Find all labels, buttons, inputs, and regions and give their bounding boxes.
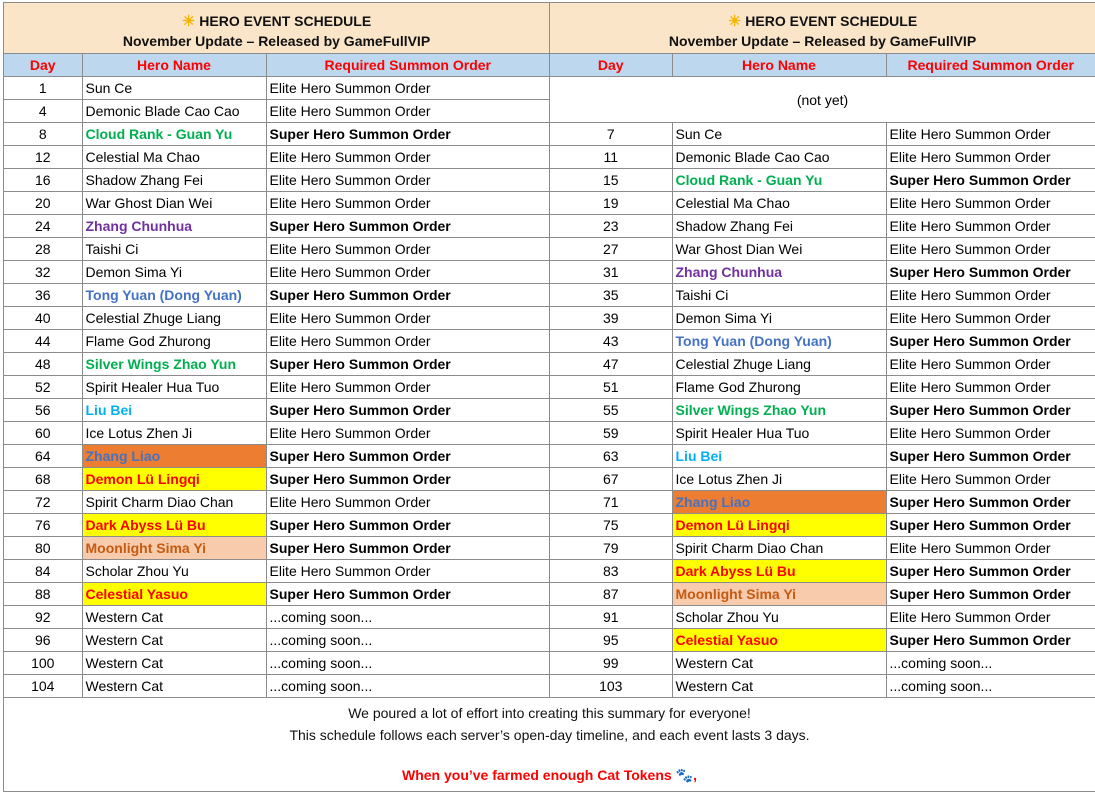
table-row xyxy=(550,445,1095,468)
hero-name-cell: Zhang Chunhua xyxy=(82,215,266,238)
day-cell: 44 xyxy=(4,330,82,353)
summon-order-cell: Super Hero Summon Order xyxy=(266,353,549,376)
table-row xyxy=(4,192,549,215)
day-cell: 20 xyxy=(4,192,82,215)
summon-order-cell: Super Hero Summon Order xyxy=(266,468,549,491)
table-row xyxy=(4,353,549,376)
summon-order-cell: Super Hero Summon Order xyxy=(886,445,1095,468)
summon-order-cell: Elite Hero Summon Order xyxy=(886,123,1095,146)
table-row xyxy=(550,123,1095,146)
hero-name-cell: Spirit Charm Diao Chan xyxy=(82,491,266,514)
table-row xyxy=(550,169,1095,192)
summon-order-cell: Elite Hero Summon Order xyxy=(886,537,1095,560)
hero-name-cell: Zhang Liao xyxy=(672,491,886,514)
day-cell: 31 xyxy=(550,261,672,284)
hero-name-cell: Sun Ce xyxy=(672,123,886,146)
day-cell: 92 xyxy=(4,606,82,629)
table-row xyxy=(4,675,549,698)
col-hero-name: Hero Name xyxy=(672,54,886,77)
hero-name-cell: Moonlight Sima Yi xyxy=(672,583,886,606)
not-yet-row xyxy=(550,77,1095,123)
table-row xyxy=(550,192,1095,215)
day-cell: 23 xyxy=(550,215,672,238)
hero-name-cell: Ice Lotus Zhen Ji xyxy=(672,468,886,491)
hero-name-cell: Shadow Zhang Fei xyxy=(82,169,266,192)
table-row xyxy=(4,652,549,675)
summon-order-cell: Elite Hero Summon Order xyxy=(886,146,1095,169)
summon-order-cell: Super Hero Summon Order xyxy=(266,583,549,606)
summon-order-cell: Super Hero Summon Order xyxy=(266,514,549,537)
right-header xyxy=(550,3,1095,54)
hero-name-cell: Celestial Yasuo xyxy=(82,583,266,606)
day-cell: 72 xyxy=(4,491,82,514)
col-hero-name: Hero Name xyxy=(82,54,266,77)
summon-order-cell: Elite Hero Summon Order xyxy=(266,560,549,583)
schedule-title: HERO EVENT SCHEDULE xyxy=(745,13,918,29)
summon-order-cell: Elite Hero Summon Order xyxy=(266,238,549,261)
summon-order-cell: Super Hero Summon Order xyxy=(886,399,1095,422)
summon-order-cell: Super Hero Summon Order xyxy=(266,399,549,422)
summon-order-cell: Elite Hero Summon Order xyxy=(266,491,549,514)
summon-order-cell: Elite Hero Summon Order xyxy=(266,376,549,399)
hero-name-cell: Demonic Blade Cao Cao xyxy=(672,146,886,169)
day-cell: 39 xyxy=(550,307,672,330)
summon-order-cell: ...coming soon... xyxy=(266,629,549,652)
left-schedule xyxy=(4,3,550,698)
schedule-title: HERO EVENT SCHEDULE xyxy=(199,13,372,29)
hero-name-cell: Silver Wings Zhao Yun xyxy=(672,399,886,422)
hero-name-cell: Demon Sima Yi xyxy=(82,261,266,284)
summon-order-cell: Super Hero Summon Order xyxy=(886,491,1095,514)
hero-name-cell: Tong Yuan (Dong Yuan) xyxy=(82,284,266,307)
summon-order-cell: Elite Hero Summon Order xyxy=(886,376,1095,399)
hero-name-cell: Sun Ce xyxy=(82,77,266,100)
day-cell: 51 xyxy=(550,376,672,399)
day-cell: 11 xyxy=(550,146,672,169)
hero-name-cell: Celestial Ma Chao xyxy=(672,192,886,215)
summon-order-cell: Super Hero Summon Order xyxy=(266,445,549,468)
summon-order-cell: Elite Hero Summon Order xyxy=(266,146,549,169)
table-row xyxy=(4,491,549,514)
summon-order-cell: Elite Hero Summon Order xyxy=(886,215,1095,238)
summon-order-cell: ...coming soon... xyxy=(266,652,549,675)
day-cell: 67 xyxy=(550,468,672,491)
table-row xyxy=(4,537,549,560)
day-cell: 104 xyxy=(4,675,82,698)
hero-name-cell: Western Cat xyxy=(82,606,266,629)
day-cell: 83 xyxy=(550,560,672,583)
table-row xyxy=(550,537,1095,560)
table-row xyxy=(4,238,549,261)
hero-name-cell: Celestial Ma Chao xyxy=(82,146,266,169)
hero-name-cell: War Ghost Dian Wei xyxy=(82,192,266,215)
summon-order-cell: Super Hero Summon Order xyxy=(886,169,1095,192)
table-row xyxy=(4,399,549,422)
table-row xyxy=(550,238,1095,261)
table-row xyxy=(550,307,1095,330)
day-cell: 55 xyxy=(550,399,672,422)
hero-name-cell: Demonic Blade Cao Cao xyxy=(82,100,266,123)
summon-order-cell: Elite Hero Summon Order xyxy=(886,422,1095,445)
summon-order-cell: Super Hero Summon Order xyxy=(886,514,1095,537)
schedule-subtitle: November Update – Released by GameFullVIP xyxy=(668,33,977,49)
table-row xyxy=(550,583,1095,606)
day-cell: 59 xyxy=(550,422,672,445)
hero-name-cell: Cloud Rank - Guan Yu xyxy=(672,169,886,192)
sun-icon: ☀ xyxy=(181,13,196,30)
day-cell: 52 xyxy=(4,376,82,399)
day-cell: 84 xyxy=(4,560,82,583)
summon-order-cell: ...coming soon... xyxy=(886,675,1095,698)
footer-line-1: We poured a lot of effort into creating this summary for everyone! xyxy=(348,705,751,721)
day-cell: 87 xyxy=(550,583,672,606)
table-row xyxy=(4,583,549,606)
summon-order-cell: Super Hero Summon Order xyxy=(266,537,549,560)
hero-name-cell: Celestial Yasuo xyxy=(672,629,886,652)
summon-order-cell: ...coming soon... xyxy=(266,675,549,698)
day-cell: 48 xyxy=(4,353,82,376)
table-row xyxy=(4,123,549,146)
hero-name-cell: Western Cat xyxy=(82,652,266,675)
hero-name-cell: Demon Lü Lingqi xyxy=(672,514,886,537)
table-row xyxy=(4,169,549,192)
table-row xyxy=(4,468,549,491)
summon-order-cell: ...coming soon... xyxy=(266,606,549,629)
hero-name-cell: Zhang Chunhua xyxy=(672,261,886,284)
hero-name-cell: Flame God Zhurong xyxy=(82,330,266,353)
sun-icon: ☀ xyxy=(727,13,742,30)
hero-name-cell: Scholar Zhou Yu xyxy=(672,606,886,629)
hero-name-cell: Tong Yuan (Dong Yuan) xyxy=(672,330,886,353)
hero-name-cell: Spirit Healer Hua Tuo xyxy=(82,376,266,399)
summon-order-cell: Elite Hero Summon Order xyxy=(266,261,549,284)
summon-order-cell: Elite Hero Summon Order xyxy=(886,192,1095,215)
table-row xyxy=(550,215,1095,238)
table-row xyxy=(550,675,1095,698)
table-row xyxy=(550,491,1095,514)
hero-name-cell: Demon Lü Lingqi xyxy=(82,468,266,491)
day-cell: 19 xyxy=(550,192,672,215)
summon-order-cell: Super Hero Summon Order xyxy=(266,123,549,146)
hero-name-cell: Silver Wings Zhao Yun xyxy=(82,353,266,376)
summon-order-cell: Elite Hero Summon Order xyxy=(886,606,1095,629)
table-row xyxy=(4,307,549,330)
day-cell: 47 xyxy=(550,353,672,376)
hero-name-cell: Cloud Rank - Guan Yu xyxy=(82,123,266,146)
summon-order-cell: Super Hero Summon Order xyxy=(886,583,1095,606)
day-cell: 8 xyxy=(4,123,82,146)
hero-name-cell: Western Cat xyxy=(672,675,886,698)
schedule-sheet xyxy=(3,2,1095,792)
hero-name-cell: Spirit Healer Hua Tuo xyxy=(672,422,886,445)
day-cell: 68 xyxy=(4,468,82,491)
table-row xyxy=(4,560,549,583)
table-row xyxy=(550,422,1095,445)
summon-order-cell: Elite Hero Summon Order xyxy=(266,169,549,192)
hero-name-cell: Demon Sima Yi xyxy=(672,307,886,330)
hero-name-cell: Celestial Zhuge Liang xyxy=(82,307,266,330)
right-schedule xyxy=(550,3,1095,698)
summon-order-cell: Elite Hero Summon Order xyxy=(886,238,1095,261)
day-cell: 64 xyxy=(4,445,82,468)
day-cell: 7 xyxy=(550,123,672,146)
summon-order-cell: Elite Hero Summon Order xyxy=(266,192,549,215)
col-day: Day xyxy=(4,54,82,77)
day-cell: 71 xyxy=(550,491,672,514)
right-table xyxy=(550,54,1095,698)
day-cell: 24 xyxy=(4,215,82,238)
day-cell: 40 xyxy=(4,307,82,330)
table-row xyxy=(550,606,1095,629)
hero-name-cell: War Ghost Dian Wei xyxy=(672,238,886,261)
table-row xyxy=(550,330,1095,353)
table-row xyxy=(550,261,1095,284)
day-cell: 27 xyxy=(550,238,672,261)
day-cell: 103 xyxy=(550,675,672,698)
schedule-subtitle: November Update – Released by GameFullVIP xyxy=(122,33,431,49)
summon-order-cell: Elite Hero Summon Order xyxy=(266,100,549,123)
summon-order-cell: Elite Hero Summon Order xyxy=(266,422,549,445)
col-summon-order: Required Summon Order xyxy=(266,54,549,77)
day-cell: 100 xyxy=(4,652,82,675)
hero-name-cell: Dark Abyss Lü Bu xyxy=(672,560,886,583)
day-cell: 96 xyxy=(4,629,82,652)
table-row xyxy=(4,261,549,284)
summon-order-cell: Elite Hero Summon Order xyxy=(266,307,549,330)
left-table xyxy=(4,54,549,698)
table-row xyxy=(4,146,549,169)
hero-name-cell: Western Cat xyxy=(672,652,886,675)
hero-name-cell: Shadow Zhang Fei xyxy=(672,215,886,238)
day-cell: 1 xyxy=(4,77,82,100)
table-row xyxy=(550,353,1095,376)
hero-name-cell: Western Cat xyxy=(82,675,266,698)
schedule-halves xyxy=(4,3,1095,698)
table-row xyxy=(4,629,549,652)
summon-order-cell: Super Hero Summon Order xyxy=(886,261,1095,284)
table-row xyxy=(4,514,549,537)
table-row xyxy=(4,445,549,468)
col-day: Day xyxy=(550,54,672,77)
paw-icon: 🐾 xyxy=(675,767,694,783)
hero-name-cell: Western Cat xyxy=(82,629,266,652)
hero-name-cell: Celestial Zhuge Liang xyxy=(672,353,886,376)
day-cell: 32 xyxy=(4,261,82,284)
hero-name-cell: Moonlight Sima Yi xyxy=(82,537,266,560)
summon-order-cell: ...coming soon... xyxy=(886,652,1095,675)
footer-line-3: When you’ve farmed enough Cat Tokens xyxy=(402,767,672,783)
table-row xyxy=(4,422,549,445)
day-cell: 15 xyxy=(550,169,672,192)
day-cell: 43 xyxy=(550,330,672,353)
summon-order-cell: Super Hero Summon Order xyxy=(266,215,549,238)
column-header-row xyxy=(4,54,549,77)
day-cell: 99 xyxy=(550,652,672,675)
footer-note xyxy=(4,698,1095,791)
day-cell: 35 xyxy=(550,284,672,307)
col-summon-order: Required Summon Order xyxy=(886,54,1095,77)
day-cell: 12 xyxy=(4,146,82,169)
table-row xyxy=(550,399,1095,422)
table-row xyxy=(4,77,549,100)
summon-order-cell: Elite Hero Summon Order xyxy=(886,307,1095,330)
table-row xyxy=(4,606,549,629)
hero-name-cell: Liu Bei xyxy=(672,445,886,468)
day-cell: 4 xyxy=(4,100,82,123)
table-row xyxy=(550,629,1095,652)
day-cell: 79 xyxy=(550,537,672,560)
summon-order-cell: Super Hero Summon Order xyxy=(266,284,549,307)
column-header-row xyxy=(550,54,1095,77)
summon-order-cell: Super Hero Summon Order xyxy=(886,629,1095,652)
day-cell: 16 xyxy=(4,169,82,192)
table-row xyxy=(4,376,549,399)
day-cell: 60 xyxy=(4,422,82,445)
day-cell: 76 xyxy=(4,514,82,537)
table-row xyxy=(550,514,1095,537)
not-yet-cell: (not yet) xyxy=(550,77,1095,123)
day-cell: 75 xyxy=(550,514,672,537)
day-cell: 91 xyxy=(550,606,672,629)
summon-order-cell: Super Hero Summon Order xyxy=(886,330,1095,353)
day-cell: 88 xyxy=(4,583,82,606)
summon-order-cell: Elite Hero Summon Order xyxy=(266,77,549,100)
hero-name-cell: Zhang Liao xyxy=(82,445,266,468)
day-cell: 56 xyxy=(4,399,82,422)
hero-name-cell: Taishi Ci xyxy=(82,238,266,261)
table-row xyxy=(4,330,549,353)
table-row xyxy=(550,468,1095,491)
day-cell: 95 xyxy=(550,629,672,652)
hero-name-cell: Taishi Ci xyxy=(672,284,886,307)
table-row xyxy=(4,284,549,307)
summon-order-cell: Elite Hero Summon Order xyxy=(886,353,1095,376)
table-row xyxy=(550,652,1095,675)
day-cell: 28 xyxy=(4,238,82,261)
table-row xyxy=(550,146,1095,169)
day-cell: 36 xyxy=(4,284,82,307)
hero-name-cell: Spirit Charm Diao Chan xyxy=(672,537,886,560)
table-row xyxy=(550,560,1095,583)
hero-name-cell: Liu Bei xyxy=(82,399,266,422)
hero-name-cell: Scholar Zhou Yu xyxy=(82,560,266,583)
day-cell: 63 xyxy=(550,445,672,468)
summon-order-cell: Elite Hero Summon Order xyxy=(886,284,1095,307)
summon-order-cell: Elite Hero Summon Order xyxy=(266,330,549,353)
day-cell: 80 xyxy=(4,537,82,560)
table-row xyxy=(4,100,549,123)
table-row xyxy=(550,284,1095,307)
hero-name-cell: Ice Lotus Zhen Ji xyxy=(82,422,266,445)
footer-line-2: This schedule follows each server’s open-day timeline, and each event lasts 3 days. xyxy=(289,727,810,743)
table-row xyxy=(550,376,1095,399)
summon-order-cell: Elite Hero Summon Order xyxy=(886,468,1095,491)
hero-name-cell: Flame God Zhurong xyxy=(672,376,886,399)
footer-comma: , xyxy=(693,767,697,783)
left-header xyxy=(4,3,549,54)
summon-order-cell: Super Hero Summon Order xyxy=(886,560,1095,583)
hero-name-cell: Dark Abyss Lü Bu xyxy=(82,514,266,537)
table-row xyxy=(4,215,549,238)
